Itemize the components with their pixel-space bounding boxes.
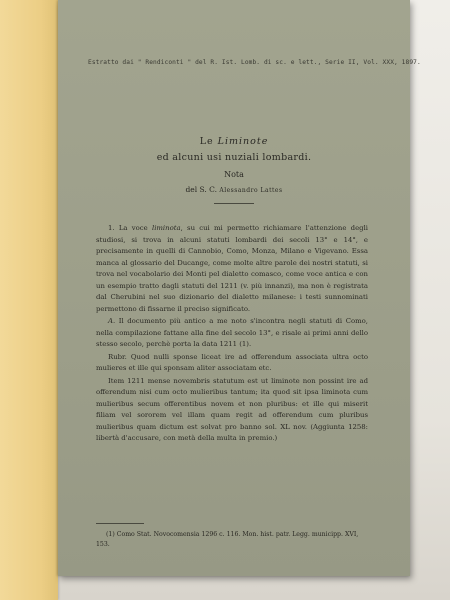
paragraph-2 — [96, 316, 368, 351]
paragraph-1-intro: 1. La voce — [108, 224, 152, 232]
paragraph-1 — [96, 223, 368, 315]
paragraph-2-label: A. — [108, 317, 116, 325]
paragraph-1-term: liminota — [151, 224, 181, 232]
title-divider — [214, 203, 254, 204]
author-name: Alessandro Lattes — [219, 187, 283, 194]
document-title — [58, 136, 410, 147]
author-prefix: del S. C. — [185, 185, 220, 194]
paragraph-4: Item 1211 mense novembris statutum est ut liminote non possint ire ad offerendum nisi cum octo mulieribus tantum; ita quod sit ipsa liminota cum mulieribus secum offerentibus novem et non pluribus: et ille qui miserit filiam vel sororem vel illam quam regit ad offerendum cum pluribus mulieribus quam dictum est solvat pro banno sol. XL nov. (Aggiunta 1258: libertà d'accusare, con metà della multa in premio.) — [96, 376, 368, 442]
body-text — [96, 223, 368, 445]
footnote: (1) Como Stat. Novocomensia 1296 c. 116. Mon. hist. patr. Legg. municipp. XVI, 153. — [96, 531, 359, 548]
document-page — [58, 0, 421, 576]
paragraph-3: Rubr. Quod nulli sponse liceat ire ad offerendum associata ultra octo mulieres et ille qui sponsam aliter associatam etc. — [96, 352, 368, 372]
paragraph-1-rest: , su cui mi permetto richiamare l'attenzione degli studiosi, si trova in alcuni statuti lombardi dei secoli 13° e 14°, e precisamente in quelli di Cannobio, Como, Monza, Milano e Vigevano. Essa manca al glossario del Ducange, come molte altre parole dei nostri statuti, si trova nel vocabolario dei Monti pel dialetto comasco, come voce antica e con un esempio tratto dagli statuti del 1211 (v. più innanzi), ma non è registrata dal Cherubini nel suo dizionario del dialetto milanese: i testi sunnominati permettono di fissarne il preciso significato. — [96, 224, 368, 313]
document-subtitle: ed alcuni usi nuziali lombardi. — [156, 152, 312, 163]
paragraph-2-text: Il documento più antico a me noto s'incontra negli statuti di Como, nella compilazione fattane alla fine del secolo 13°, e risale ai primi anni dello stesso secolo, perchè porta la data 1211 (1). — [96, 317, 368, 348]
footnote-divider — [96, 523, 144, 524]
note-label: Nota — [224, 170, 244, 179]
yellow-backing-sheet — [0, 0, 58, 600]
offprint-header: Estratto dai " Rendiconti " del R. Ist. Lomb. di sc. e lett., Serie II, Vol. XXX, 1897. — [88, 59, 421, 66]
title-italic-word: Liminote — [217, 136, 269, 147]
author-line — [58, 185, 410, 194]
title-prefix: Le — [199, 136, 218, 147]
